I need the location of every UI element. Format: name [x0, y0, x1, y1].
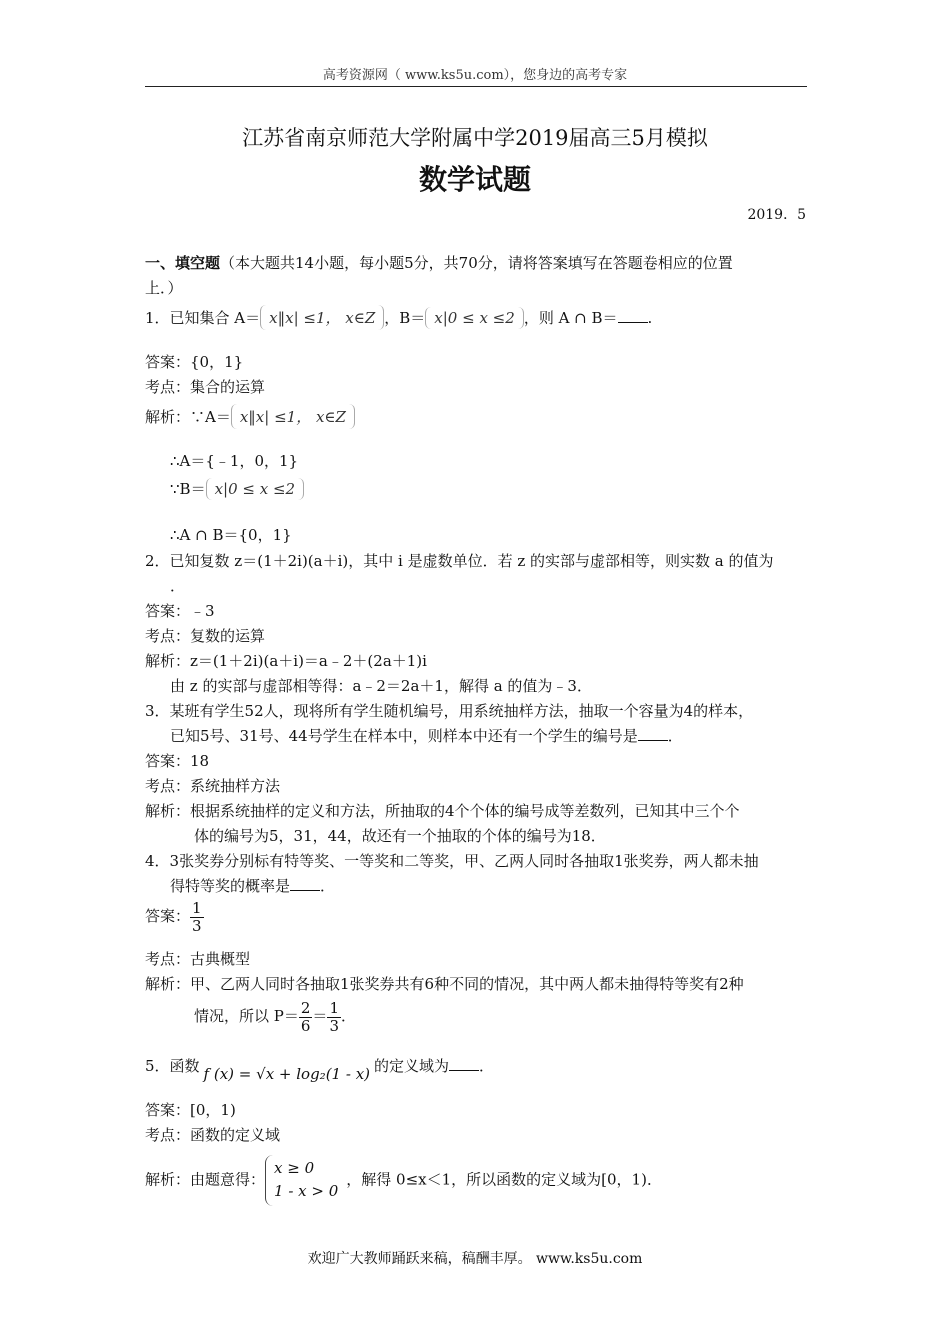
question-1: 1．已知集合 A＝ x‖x| ≤1， x∈Z ，B＝ x|0 ≤ x ≤2 ，则 A ∩ B＝ . [145, 305, 652, 330]
q5-sol-tail: ，解得 0≤x＜1，所以函数的定义域为[0，1)． [346, 1170, 662, 1189]
q1-sol3-set: x|0 ≤ x ≤2 [206, 478, 305, 500]
denominator: 6 [300, 1016, 311, 1035]
q3-answer: 答案：18 [145, 752, 210, 770]
q1-sol-set: x‖x| ≤1， x∈Z [231, 404, 355, 429]
section-heading: 一、填空题 [145, 254, 221, 272]
question-3: 3．某班有学生52人，现将所有学生随机编号，用系统抽样方法，抽取一个容量为4的样本， [145, 702, 754, 720]
page-footer: 欢迎广大教师踊跃来稿，稿酬丰厚。 www.ks5u.com [307, 1251, 643, 1267]
question-5 [145, 1055, 494, 1083]
q4-sol2-lead: 情况，所以 P＝ [194, 1007, 299, 1025]
fraction-1-3 [327, 1000, 341, 1034]
q5-system-line2: 1 - x > 0 [274, 1182, 339, 1201]
q1-stem-b: ，B＝ [384, 309, 426, 327]
q1-answer: 答案：{0，1} [145, 353, 244, 371]
q2-sol-line1: 解析：z＝(1＋2i)(a＋i)＝a﹣2＋(2a＋1)i [145, 652, 427, 670]
q5-stem-b: 的定义域为 [374, 1057, 450, 1075]
page-header: 高考资源网（ www.ks5u.com），您身边的高考专家 [322, 68, 628, 83]
q1-sol3-lead: ∵B＝ [170, 480, 206, 498]
q4-answer-label: 答案： [145, 907, 191, 925]
header-rule [145, 86, 807, 87]
q2-answer: 答案：﹣3 [145, 602, 215, 620]
q2-sol-line2: 由 z 的实部与虚部相等得：a﹣2＝2a＋1，解得 a 的值为﹣3． [170, 677, 592, 695]
q1-sol-lead: 解析：∵A＝ [145, 408, 231, 426]
q3-sol-line1: 解析：根据系统抽样的定义和方法，所抽取的4个个体的编号成等差数列，已知其中三个个 [145, 802, 740, 820]
exam-date: 2019．5 [747, 207, 806, 223]
q4-stem2: 得特等奖的概率是 [170, 877, 291, 895]
q2-stem-end: ． [170, 577, 186, 595]
q4-answer-fraction [190, 900, 204, 934]
answer-blank [618, 322, 648, 323]
denominator: 3 [329, 1016, 339, 1035]
answer-blank [449, 1070, 479, 1071]
numerator: 1 [329, 999, 339, 1017]
question-2: 2．已知复数 z＝(1＋2i)(a＋i)，其中 i 是虚数单位．若 z 的实部与虚部相等，则实数 a 的值为 [145, 552, 774, 570]
q1-sol-line3 [170, 478, 304, 500]
q3-point: 考点：系统抽样方法 [145, 777, 281, 795]
q3-sol-line2: 体的编号为5，31，44，故还有一个抽取的个体的编号为18． [194, 827, 606, 845]
exam-title: 江苏省南京师范大学附属中学2019届高三5月模拟 [242, 126, 708, 150]
q5-sol-lead: 解析：由题意得： [145, 1170, 266, 1189]
q5-solution [145, 1155, 662, 1206]
q5-system [265, 1155, 346, 1206]
exam-subtitle: 数学试题 [418, 163, 531, 196]
q1-stem-a: 1．已知集合 A＝ [145, 309, 261, 327]
q5-point: 考点：函数的定义域 [145, 1126, 281, 1144]
q5-answer: 答案：[0，1) [145, 1101, 236, 1119]
equals: ＝ [312, 1007, 328, 1025]
q5-stem-a: 5．函数 [145, 1057, 200, 1075]
section-note: （本大题共14小题，每小题5分，共70分，请将答案填写在答题卷相应的位置 [220, 254, 733, 272]
question-4: 4．3张奖券分别标有特等奖、一等奖和二等奖，甲、乙两人同时各抽取1张奖券，两人都未抽 [145, 852, 759, 870]
q4-sol2-end: ． [340, 1007, 356, 1025]
q4-sol-line2 [194, 1000, 356, 1034]
numerator: 2 [300, 999, 311, 1017]
q5-function: f (x) = √x + log₂(1 - x) [203, 1065, 371, 1083]
q2-point: 考点：复数的运算 [145, 627, 266, 645]
q4-answer [145, 900, 204, 934]
q1-sol-line2: ∴A＝{﹣1，0，1} [170, 452, 299, 470]
q1-stem-c: ，则 A ∩ B＝ [523, 309, 618, 327]
answer-blank [638, 740, 668, 741]
q1-set-a: x‖x| ≤1， x∈Z [260, 305, 384, 330]
q5-stem-end: ． [479, 1057, 495, 1075]
q5-system-line1: x ≥ 0 [274, 1159, 315, 1177]
q3-stem-line2 [170, 725, 683, 746]
q3-stem2: 已知5号、31号、44号学生在样本中，则样本中还有一个学生的编号是 [170, 727, 638, 745]
q1-solution [145, 404, 355, 429]
q1-set-b: x|0 ≤ x ≤2 [425, 307, 524, 329]
answer-blank [290, 890, 320, 891]
q4-point: 考点：古典概型 [145, 950, 251, 968]
q4-stem-line2 [170, 875, 335, 896]
q3-stem2-end: ． [667, 727, 683, 745]
denominator: 3 [192, 916, 202, 935]
fraction-2-6 [299, 1000, 313, 1034]
q4-sol-line1: 解析：甲、乙两人同时各抽取1张奖券共有6种不同的情况，其中两人都未抽得特等奖有2种 [145, 975, 744, 993]
q4-stem2-end: ． [320, 877, 336, 895]
q1-sol-line4: ∴A ∩ B＝{0，1} [170, 526, 292, 544]
section-heading-line [145, 252, 733, 273]
numerator: 1 [192, 899, 202, 917]
q1-point: 考点：集合的运算 [145, 378, 266, 396]
section-note-cont: 上．） [145, 279, 183, 297]
